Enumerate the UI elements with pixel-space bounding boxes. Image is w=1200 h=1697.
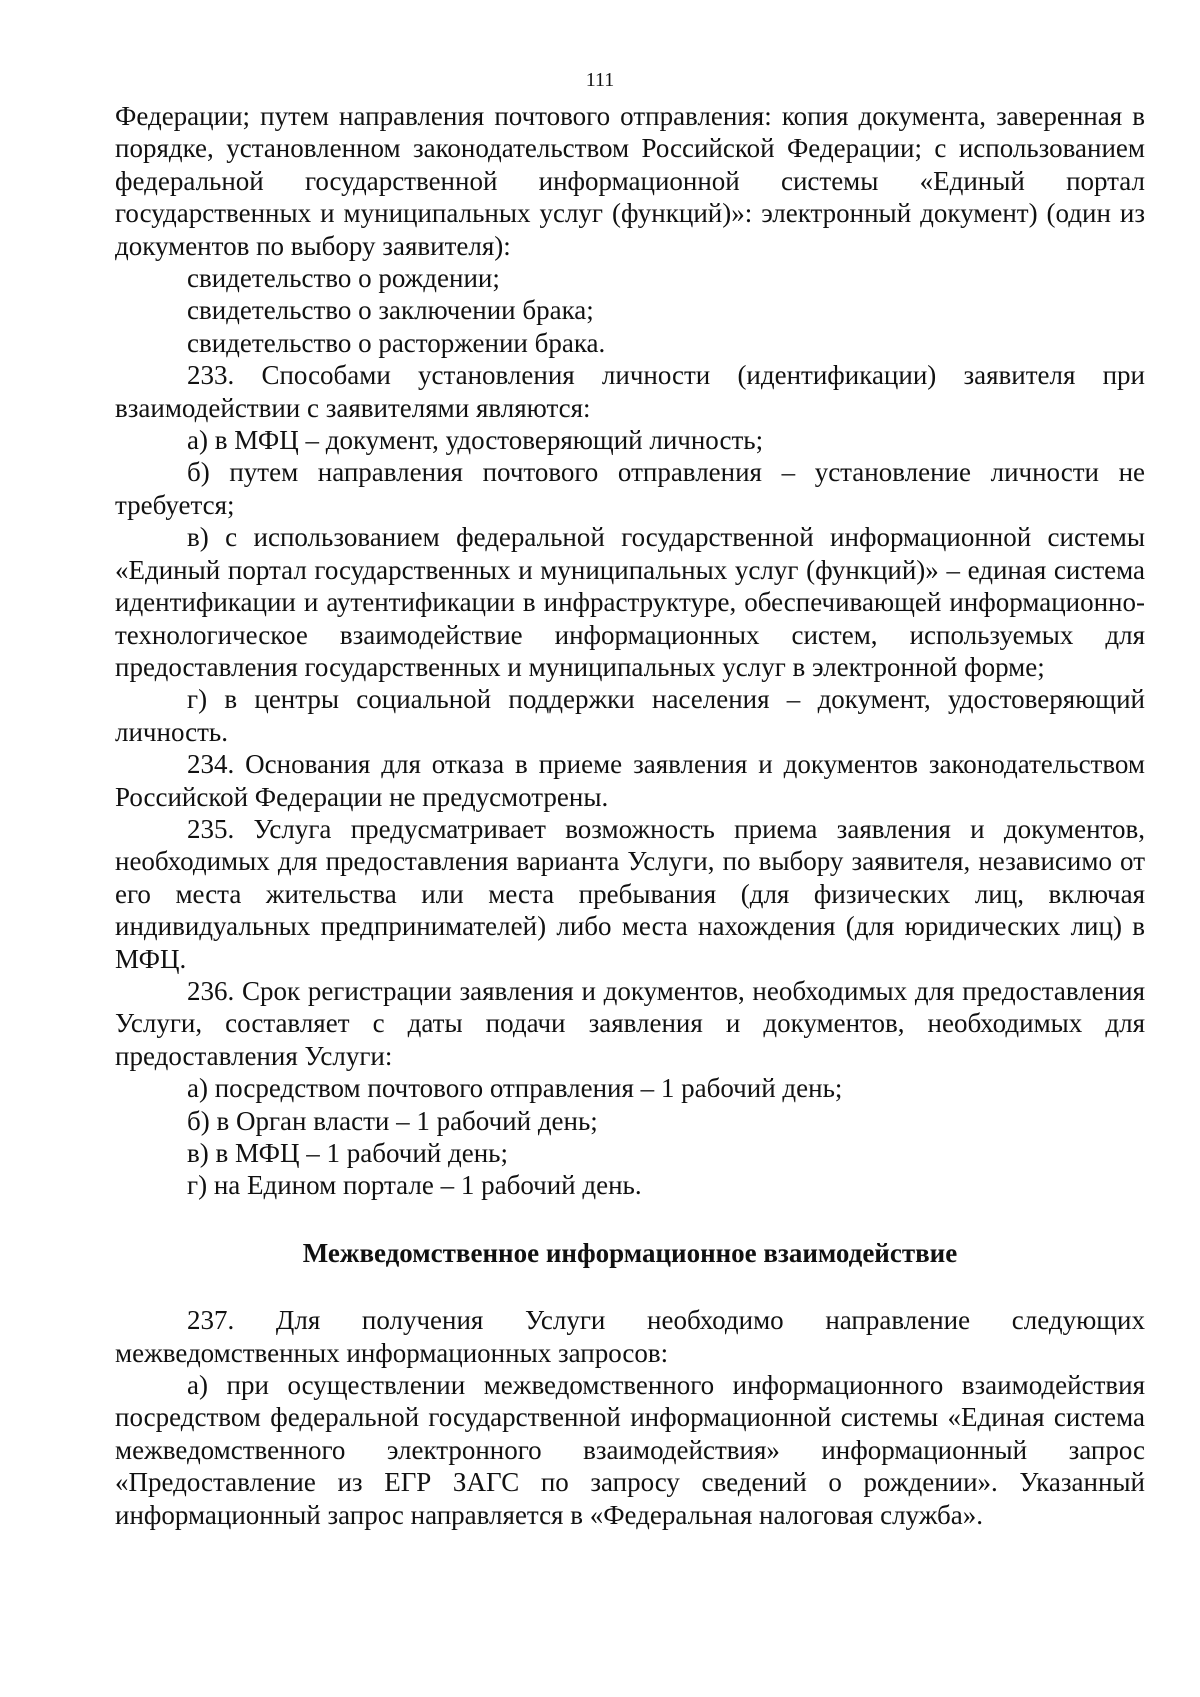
- paragraph: б) в Орган власти – 1 рабочий день;: [187, 1105, 598, 1136]
- section-heading: Межведомственное информационное взаимодействие: [302, 1237, 958, 1268]
- paragraph: 234. Основания для отказа в приеме заявления и документов законодательством Российской Федерации не предусмотрены.: [115, 749, 1145, 812]
- paragraph: свидетельство о расторжении брака.: [187, 327, 606, 358]
- paragraph: б) путем направления почтового отправления – установление личности не требуется;: [115, 457, 1145, 520]
- paragraph: 236. Срок регистрации заявления и документов, необходимых для предоставления Услуги, составляет с даты подачи заявления и документов, необходимых для предоставления Услуги:: [115, 975, 1145, 1071]
- paragraph: свидетельство о рождении;: [187, 263, 500, 294]
- paragraph: 237. Для получения Услуги необходимо направление следующих межведомственных информационных запросов:: [115, 1305, 1145, 1368]
- paragraph: а) при осуществлении межведомственного информационного взаимодействия посредством федеральной государственной информационной системы «Единая система межведомственного электронного взаимодействия» информационный запрос «Предоставление из ЕГР ЗАГС по запросу сведений о рождении». Указанный информационный запрос направляется в «Федеральная налоговая служба».: [115, 1370, 1145, 1530]
- paragraph: в) в МФЦ – 1 рабочий день;: [187, 1138, 508, 1168]
- paragraph: 233. Способами установления личности (идентификации) заявителя при взаимодействии с заявителями являются:: [115, 360, 1145, 423]
- paragraph: а) посредством почтового отправления – 1 рабочий день;: [187, 1073, 843, 1104]
- paragraph: в) с использованием федеральной государственной информационной системы «Единый портал государственных и муниципальных услуг (функций)» – единая система идентификации и аутентификации в инфраструктуре, обеспечивающей информационно-технологическое взаимодействие информационных систем, используемых для предоставления государственных и муниципальных услуг в электронной форме;: [115, 522, 1145, 682]
- paragraph: свидетельство о заключении брака;: [187, 295, 594, 326]
- document-body: [115, 100, 1145, 1531]
- page-number: 111: [585, 69, 615, 91]
- paragraph: Федерации; путем направления почтового отправления: копия документа, заверенная в порядке, установленном законодательством Российской Федерации; с использованием федеральной государственной информационной системы «Единый портал государственных и муниципальных услуг (функций)»: электронный документ) (один из документов по выбору заявителя):: [115, 101, 1145, 261]
- text-block-before-heading: [115, 100, 1145, 1202]
- paragraph: а) в МФЦ – документ, удостоверяющий личность;: [187, 425, 764, 456]
- paragraph: 235. Услуга предусматривает возможность приема заявления и документов, необходимых для предоставления варианта Услуги, по выбору заявителя, независимо от его места жительства или места пребывания (для физических лиц, включая индивидуальных предпринимателей) либо места нахождения (для юридических лиц) в МФЦ.: [115, 813, 1145, 974]
- paragraph: г) на Едином портале – 1 рабочий день.: [187, 1170, 642, 1201]
- text-block-after-heading: [115, 1304, 1145, 1531]
- paragraph: г) в центры социальной поддержки населения – документ, удостоверяющий личность.: [115, 684, 1145, 747]
